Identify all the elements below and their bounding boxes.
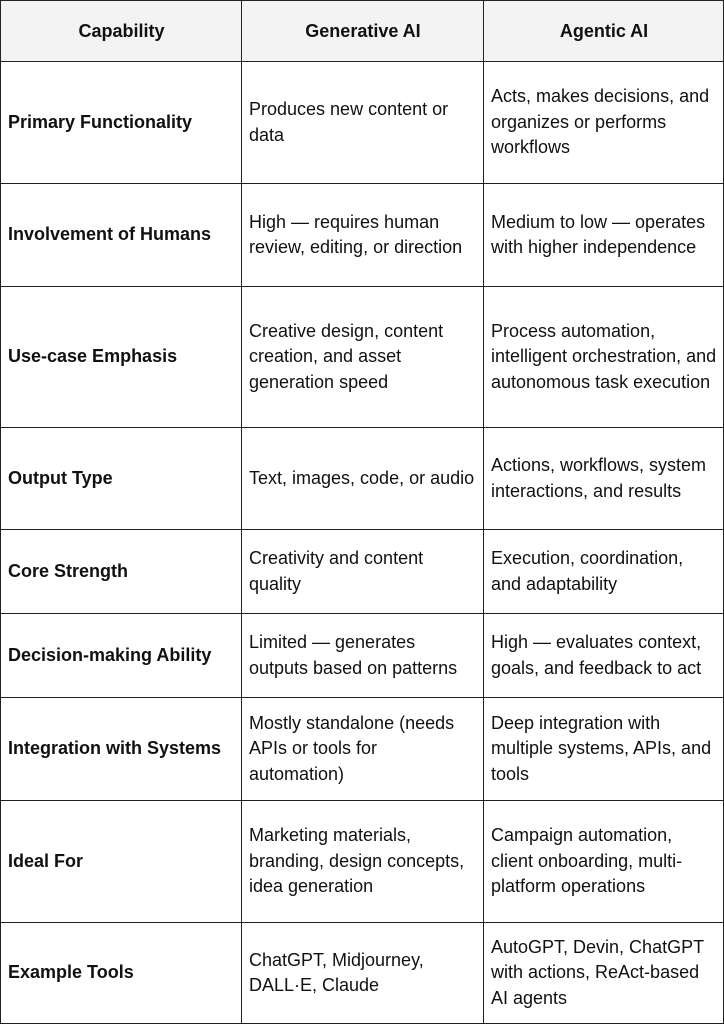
generative-cell: Marketing materials, branding, design concepts, idea generation: [242, 801, 484, 923]
capability-cell: Core Strength: [1, 530, 242, 614]
header-agentic-ai: Agentic AI: [484, 1, 724, 62]
agentic-cell: Process automation, intelligent orchestration, and autonomous task execution: [484, 287, 724, 428]
table-row: [1, 614, 724, 698]
agentic-cell: Execution, coordination, and adaptability: [484, 530, 724, 614]
table-row: [1, 698, 724, 801]
capability-cell: Use-case Emphasis: [1, 287, 242, 428]
agentic-cell: High — evaluates context, goals, and feedback to act: [484, 614, 724, 698]
generative-cell: High — requires human review, editing, or direction: [242, 184, 484, 287]
capability-cell: Primary Functionality: [1, 62, 242, 184]
agentic-cell: Acts, makes decisions, and organizes or performs workflows: [484, 62, 724, 184]
generative-cell: ChatGPT, Midjourney, DALL·E, Claude: [242, 923, 484, 1024]
generative-cell: Produces new content or data: [242, 62, 484, 184]
capability-cell: Decision-making Ability: [1, 614, 242, 698]
header-row: [1, 1, 724, 62]
table-row: [1, 801, 724, 923]
generative-cell: Creativity and content quality: [242, 530, 484, 614]
agentic-cell: Actions, workflows, system interactions, and results: [484, 428, 724, 530]
capability-cell: Output Type: [1, 428, 242, 530]
capability-cell: Ideal For: [1, 801, 242, 923]
table-row: [1, 184, 724, 287]
capability-cell: Involvement of Humans: [1, 184, 242, 287]
capability-cell: Integration with Systems: [1, 698, 242, 801]
agentic-cell: AutoGPT, Devin, ChatGPT with actions, ReAct-based AI agents: [484, 923, 724, 1024]
generative-cell: Creative design, content creation, and asset generation speed: [242, 287, 484, 428]
generative-cell: Limited — generates outputs based on patterns: [242, 614, 484, 698]
header-capability: Capability: [1, 1, 242, 62]
agentic-cell: Medium to low — operates with higher independence: [484, 184, 724, 287]
generative-cell: Text, images, code, or audio: [242, 428, 484, 530]
table-row: [1, 428, 724, 530]
table-row: [1, 287, 724, 428]
agentic-cell: Deep integration with multiple systems, APIs, and tools: [484, 698, 724, 801]
table-row: [1, 62, 724, 184]
generative-cell: Mostly standalone (needs APIs or tools for automation): [242, 698, 484, 801]
agentic-cell: Campaign automation, client onboarding, multi-platform operations: [484, 801, 724, 923]
table-row: [1, 530, 724, 614]
capability-cell: Example Tools: [1, 923, 242, 1024]
table-row: [1, 923, 724, 1024]
header-generative-ai: Generative AI: [242, 1, 484, 62]
